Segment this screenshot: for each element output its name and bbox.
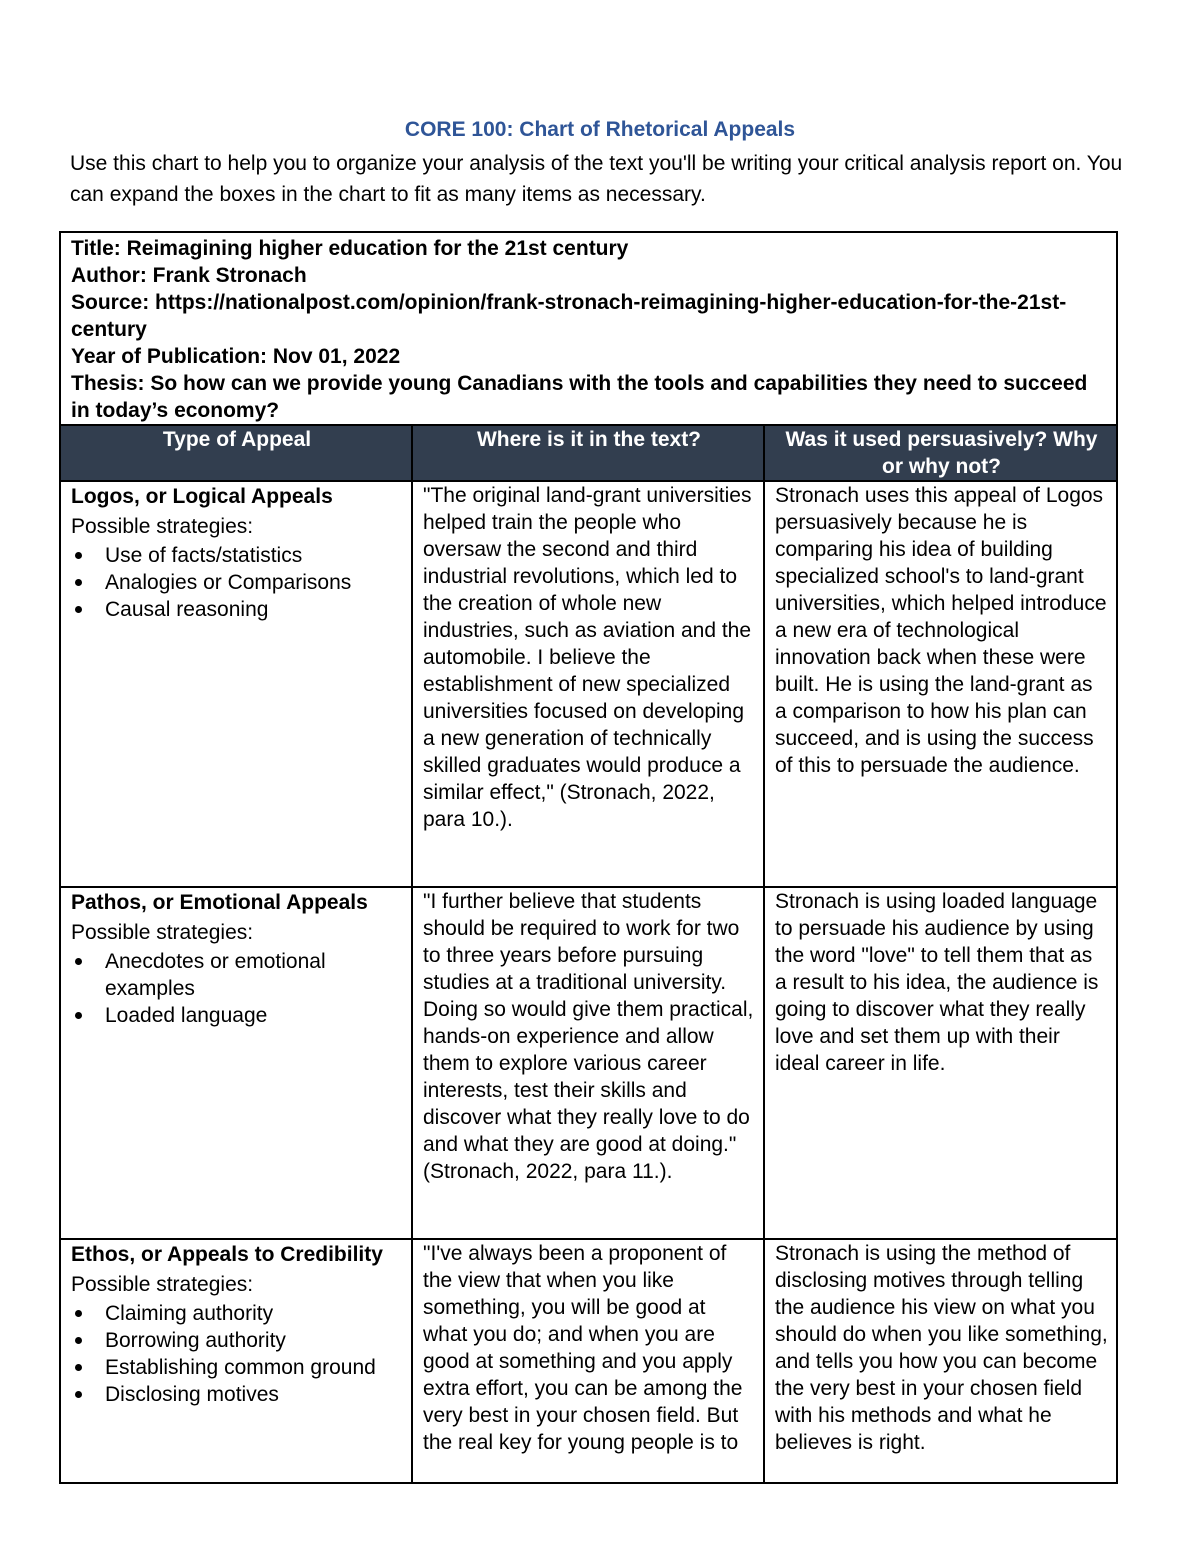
- strategies-list: [71, 542, 403, 623]
- intro-text: Use this chart to help you to organize your analysis of the text you'll be writing your critical analysis report on. You can expand the boxes in the chart to fit as many items as necessary.: [70, 152, 1123, 206]
- analysis-cell: Stronach is using the method of disclosing motives through telling the audience his view on what you should do when you like something, and tells you how you can become the very best in your chosen field with his methods and what he believes is right.: [764, 1239, 1117, 1483]
- appeal-title: Logos, or Logical Appeals: [71, 485, 333, 508]
- strategy-item: Causal reasoning: [105, 596, 403, 623]
- strategies-list: [71, 1300, 403, 1408]
- column-header-where: Where is it in the text?: [412, 425, 764, 481]
- strategies-label: Possible strategies:: [71, 515, 254, 538]
- column-header-persuasive: Was it used persuasively? Why or why not?: [764, 425, 1117, 481]
- appeal-cell: [60, 887, 412, 1239]
- rhetorical-appeals-table: [59, 231, 1118, 1484]
- strategy-item: Claiming authority: [105, 1300, 403, 1327]
- quote-cell: "I further believe that students should be required to work for two to three years before pursuing studies at a traditional university. Doing so would give them practical, hands-on experience and allow them to explore various career interests, test their skills and discover what they really love to do and what they are good at doing." (Stronach, 2022, para 11.).: [412, 887, 764, 1239]
- article-info: [60, 232, 1117, 425]
- strategies-label: Possible strategies:: [71, 1273, 254, 1296]
- appeal-title: Pathos, or Emotional Appeals: [71, 891, 368, 914]
- analysis-cell: Stronach is using loaded language to persuade his audience by using the word "love" to tell them that as a result to his idea, the audience is going to discover what they really love and set them up with their ideal career in life.: [764, 887, 1117, 1239]
- quote-cell: "The original land-grant universities helped train the people who oversaw the second and third industrial revolutions, which led to the creation of whole new industries, such as aviation and the automobile. I believe the establishment of new specialized universities focused on developing a new generation of technically skilled graduates would produce a similar effect," (Stronach, 2022, para 10.).: [412, 481, 764, 887]
- appeal-cell: [60, 481, 412, 887]
- appeal-title: Ethos, or Appeals to Credibility: [71, 1243, 383, 1266]
- table-header-row: [60, 425, 1117, 481]
- article-year: Year of Publication: Nov 01, 2022: [71, 345, 401, 368]
- appeal-cell: [60, 1239, 412, 1483]
- article-title: Title: Reimagining higher education for the 21st century: [71, 237, 629, 260]
- info-row: [60, 232, 1117, 425]
- table-row-ethos: [60, 1239, 1117, 1483]
- strategy-item: Anecdotes or emotional examples: [105, 948, 403, 1002]
- column-header-type: Type of Appeal: [60, 425, 412, 481]
- article-author: Author: Frank Stronach: [71, 264, 307, 287]
- strategies-list: [71, 948, 403, 1029]
- strategy-item: Loaded language: [105, 1002, 403, 1029]
- strategies-label: Possible strategies:: [71, 921, 254, 944]
- analysis-cell: Stronach uses this appeal of Logos persuasively because he is comparing his idea of building specialized school's to land-grant universities, which helped introduce a new era of technological innovation back when these were built. He is using the land-grant as a comparison to how his plan can succeed, and is using the success of this to persuade the audience.: [764, 481, 1117, 887]
- strategy-item: Borrowing authority: [105, 1327, 403, 1354]
- quote-cell: "I've always been a proponent of the view that when you like something, you will be good at what you do; and when you are good at something and you apply extra effort, you can be among the very best in your chosen field. But the real key for young people is to: [412, 1239, 764, 1483]
- strategy-item: Establishing common ground: [105, 1354, 403, 1381]
- strategy-item: Analogies or Comparisons: [105, 569, 403, 596]
- strategy-item: Disclosing motives: [105, 1381, 403, 1408]
- article-thesis: Thesis: So how can we provide young Canadians with the tools and capabilities they need to succeed in today’s economy?: [71, 372, 1088, 422]
- table-row-logos: [60, 481, 1117, 887]
- strategy-item: Use of facts/statistics: [105, 542, 403, 569]
- article-source: Source: https://nationalpost.com/opinion/frank-stronach-reimagining-higher-education-for-the-21st-century: [71, 291, 1067, 341]
- page-title: CORE 100: Chart of Rhetorical Appeals: [404, 118, 796, 141]
- table-row-pathos: [60, 887, 1117, 1239]
